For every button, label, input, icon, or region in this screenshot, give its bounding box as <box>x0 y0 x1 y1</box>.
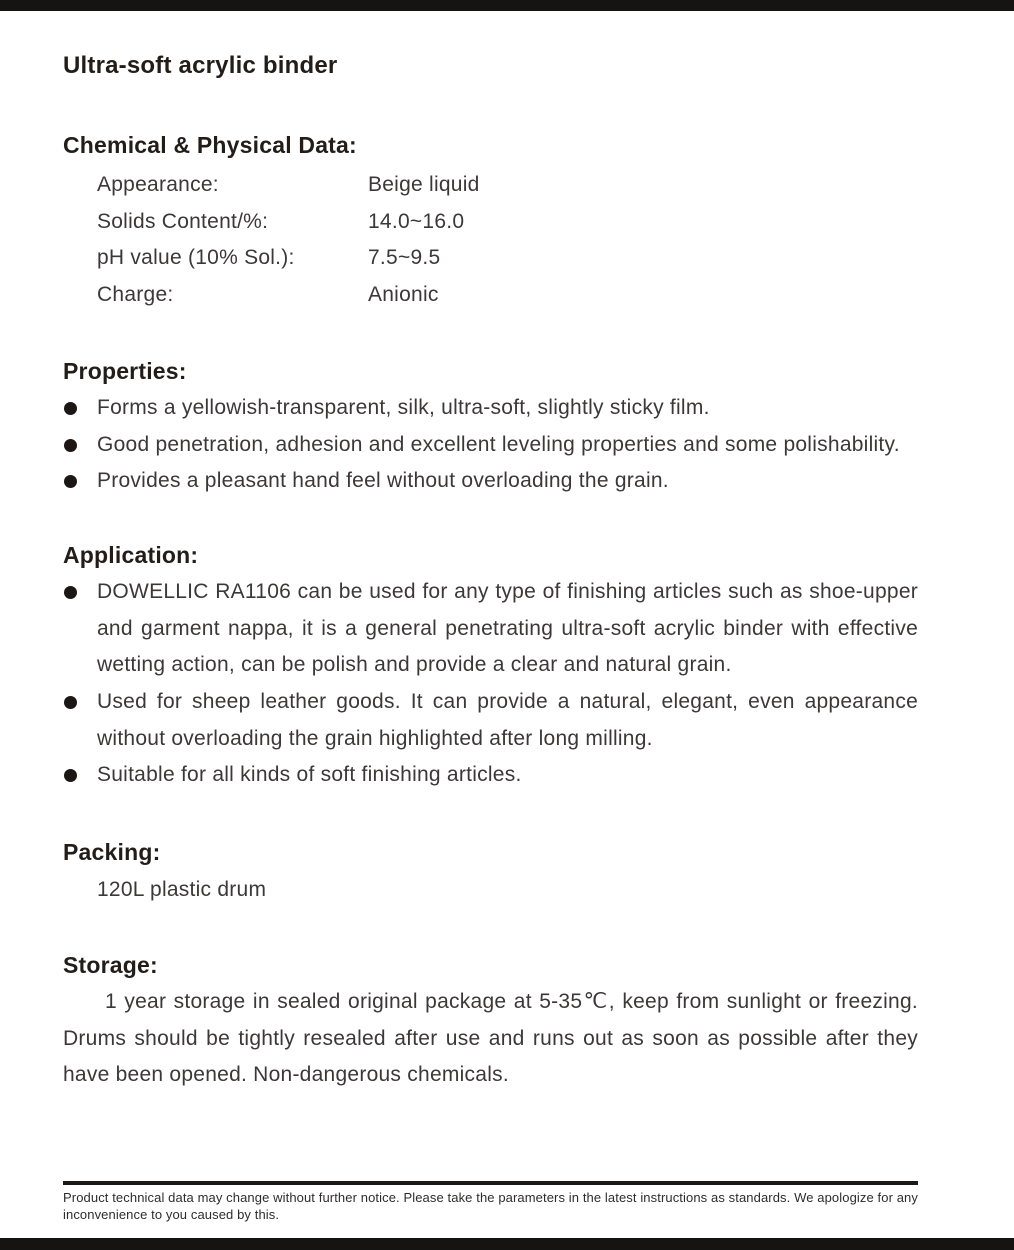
bullet-icon <box>64 475 77 488</box>
footer-disclaimer: Product technical data may change without further notice. Please take the parameters in the latest instructions as standards. We apologize for any inconvenience to you caused by this. <box>63 1190 918 1222</box>
bottom-border-bar <box>0 1238 1014 1250</box>
properties-list <box>63 390 918 500</box>
spec-label-charge: Charge: <box>97 283 174 307</box>
list-item-text: Forms a yellowish-transparent, silk, ultra-soft, slightly sticky film. <box>97 395 710 419</box>
spec-value-charge: Anionic <box>368 283 439 307</box>
page-footer <box>63 1181 918 1223</box>
list-item <box>63 390 918 427</box>
bullet-icon <box>64 402 77 415</box>
list-item <box>63 463 918 500</box>
application-list <box>63 574 918 794</box>
list-item-text: Good penetration, adhesion and excellent leveling properties and some polishability. <box>97 432 900 456</box>
table-row <box>97 204 918 241</box>
bullet-icon <box>64 696 77 709</box>
bullet-icon <box>64 439 77 452</box>
table-row <box>97 167 918 204</box>
spec-value-ph-value: 7.5~9.5 <box>368 246 441 270</box>
spec-value-appearance: Beige liquid <box>368 173 480 196</box>
section-heading-packing: Packing: <box>63 839 161 866</box>
table-row <box>97 277 918 314</box>
spec-label-appearance: Appearance: <box>97 173 219 196</box>
list-item <box>63 574 918 684</box>
section-heading-chemical-physical-data: Chemical & Physical Data: <box>63 132 357 158</box>
spec-value-solids-content: 14.0~16.0 <box>368 209 465 233</box>
bullet-icon <box>64 586 77 599</box>
document-body <box>63 11 918 1094</box>
list-item-text: Provides a pleasant hand feel without overloading the grain. <box>97 469 669 493</box>
bullet-icon <box>64 769 77 782</box>
spec-table <box>63 167 918 314</box>
list-item-text: Used for sheep leather goods. It can provide a natural, elegant, even appearance without overloading the grain highlighted after long milling. <box>97 690 918 750</box>
footer-divider-rule <box>63 1181 918 1185</box>
table-row <box>97 240 918 277</box>
section-heading-properties: Properties: <box>63 357 187 384</box>
packing-text: 120L plastic drum <box>97 878 267 902</box>
section-heading-storage: Storage: <box>63 951 158 978</box>
list-item <box>63 757 918 794</box>
section-heading-application: Application: <box>63 541 199 568</box>
list-item <box>63 684 918 757</box>
storage-paragraph: 1 year storage in sealed original package at 5-35℃, keep from sunlight or freezing. Drums should be tightly resealed after use and runs out as soon as possible after they have been opened. Non-dangerous chemicals. <box>63 989 918 1087</box>
list-item-text: Suitable for all kinds of soft finishing articles. <box>97 763 522 787</box>
spec-label-solids-content: Solids Content/%: <box>97 209 269 233</box>
list-item <box>63 427 918 464</box>
page-title: Ultra-soft acrylic binder <box>63 52 338 79</box>
list-item-text: DOWELLIC RA1106 can be used for any type of finishing articles such as shoe-upper and garment nappa, it is a general penetrating ultra-soft acrylic binder with effective wetting action, can be polish and provide a clear and natural grain. <box>97 579 918 677</box>
top-border-bar <box>0 0 1014 11</box>
spec-label-ph-value: pH value (10% Sol.): <box>97 246 295 270</box>
